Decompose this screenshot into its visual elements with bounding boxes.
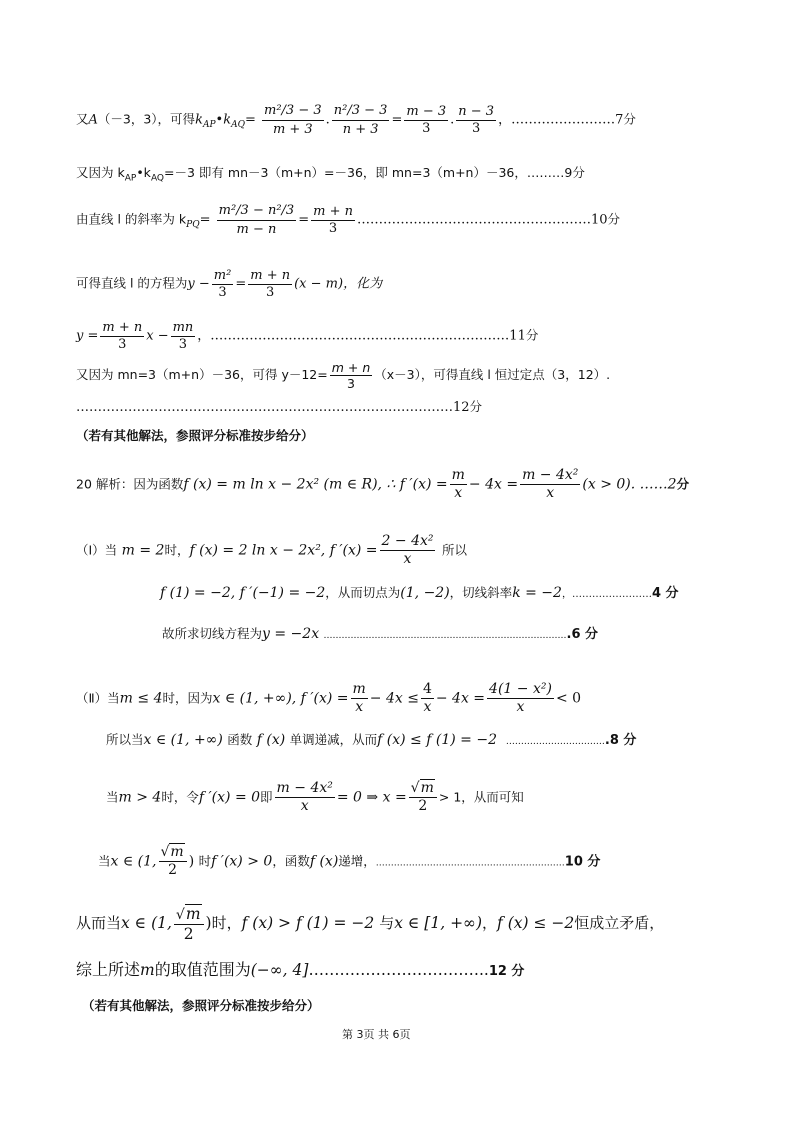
text: ……………………………………………………………………………12 [76, 400, 470, 415]
text: ) [188, 853, 195, 870]
text: m > 4 [118, 789, 162, 806]
text: 2 [183, 924, 194, 943]
text: 12 分 [488, 964, 525, 979]
text: 时， [211, 914, 242, 933]
line-5 [76, 320, 538, 352]
text: m − n [236, 221, 277, 237]
text: ，从而切点为 [325, 585, 401, 600]
text: ) [205, 914, 212, 933]
text: ， [482, 914, 498, 933]
text: 2 [168, 861, 178, 878]
text: m²/3 − n²/3 [217, 202, 297, 221]
text: ，…………………… [561, 589, 652, 600]
text: x ∈ (1, [110, 853, 157, 870]
text: f (x) = m ln x − 2x² (m ∈ R), ∴ f ′(x) = [183, 476, 448, 493]
text: ，……………………………………………………………11 [197, 328, 526, 344]
text: …………………………….. [308, 961, 489, 979]
line-part2c [106, 780, 524, 815]
fraction [262, 102, 324, 138]
text: 的取值范围为 [154, 960, 251, 979]
fraction [380, 533, 436, 568]
line-part2f [76, 962, 524, 979]
text: f (x) ≤ −2 [497, 914, 575, 933]
text: = 0 ⇒ x = [336, 789, 407, 806]
text: ……………………………………………………………………… [323, 631, 567, 641]
text: ，切线斜率 [449, 585, 513, 600]
text: m − 3 [406, 103, 447, 119]
text: x ∈ (1, [121, 914, 172, 933]
text: = [199, 212, 211, 228]
fraction [456, 104, 496, 136]
text: 3 [266, 284, 275, 300]
line-part1b [160, 586, 679, 600]
text: x ∈ [1, +∞) [394, 914, 483, 933]
text: x [546, 484, 555, 501]
text: …………………………… [505, 737, 605, 747]
text: k [223, 112, 232, 128]
text: f (x) [309, 853, 339, 870]
text: 递增， [338, 853, 376, 869]
text: f (x) > f (1) = −2 [241, 914, 375, 933]
text: 当 [98, 853, 111, 869]
fraction: $\frac{√m}{2}$ [174, 905, 204, 943]
text: AQ [150, 173, 165, 184]
line-7 [76, 401, 482, 414]
text: 时 [198, 853, 212, 869]
text: ……………………………………………………… [375, 858, 565, 869]
text: m [451, 467, 465, 483]
text: ，……………………7 [498, 112, 624, 128]
text: •k [136, 165, 151, 180]
text: AQ [231, 120, 245, 131]
fraction [332, 102, 390, 138]
line-part1 [76, 533, 467, 568]
text: > 1，从而可知 [438, 789, 524, 805]
fraction [487, 681, 554, 716]
text: y = −2x [262, 626, 320, 642]
line-4 [76, 268, 382, 300]
text: 即 [260, 789, 273, 805]
text: 分 [607, 211, 621, 227]
text: x [454, 484, 463, 501]
text: m ≤ 4 [119, 690, 163, 707]
text: 又 [76, 111, 89, 127]
text: m²/3 − 3 [262, 102, 324, 121]
text: k [195, 112, 203, 128]
text: 时，因为 [162, 690, 213, 706]
text: 函数 [227, 732, 253, 747]
fraction [421, 681, 434, 716]
text: f (1) = −2, f ′(−1) = −2 [160, 585, 326, 601]
text: 又因为 k [76, 165, 125, 180]
text: （－3，3），可得 [97, 111, 196, 127]
text: (x > 0). ……2 [582, 476, 677, 493]
fraction: $\frac{√m}{2}$ [159, 844, 187, 879]
text: 由直线 l 的斜率为 k [76, 211, 187, 227]
text: f (x) = 2 ln x − 2x², f ′(x) = [189, 542, 378, 559]
text: m² [213, 268, 232, 283]
fraction [351, 681, 368, 716]
text: n + 3 [342, 121, 379, 137]
fraction [450, 467, 467, 502]
text: y = [76, 328, 99, 344]
text: .6 分 [566, 627, 599, 642]
text: x ∈ (1, +∞), f ′(x) = [212, 690, 349, 707]
text: m [352, 681, 366, 697]
text: mn [172, 320, 194, 335]
text: ………………………………………………10 [356, 212, 608, 228]
text: 3 [347, 376, 355, 391]
line-part2b [106, 733, 636, 747]
fraction [217, 202, 297, 238]
text: m [140, 961, 155, 979]
text: • [215, 112, 224, 128]
text: =－3 即有 mn－3（m+n）=－36，即 mn=3（m+n）－36，………9 [164, 165, 573, 180]
fraction [330, 360, 373, 391]
text: = [235, 276, 247, 292]
text: 3 [422, 120, 431, 136]
text: AP [202, 120, 216, 131]
line-part2d [98, 844, 600, 879]
text: = [298, 212, 310, 228]
text: f (x) ≤ f (1) = −2 [377, 732, 497, 748]
text: m − 4x² [276, 780, 333, 796]
text: (−∞, 4] [250, 961, 309, 979]
line-2 [76, 165, 585, 184]
line-part1c [162, 627, 598, 641]
text: 2 [418, 797, 428, 814]
text: 所以 [441, 542, 467, 558]
text: m [185, 905, 201, 923]
note-1: （若有其他解法，参照评分标准按步给分） [76, 428, 314, 443]
fraction [311, 204, 355, 236]
fraction [520, 467, 580, 502]
text: 故所求切线方程为 [162, 626, 263, 641]
text: 与 [379, 914, 395, 933]
fraction [212, 268, 234, 300]
text: − 4x = [435, 690, 486, 707]
text: y − [187, 276, 210, 292]
text: （Ⅰ）当 [76, 542, 118, 558]
text: 所以当 [106, 732, 144, 747]
fraction [100, 320, 144, 352]
line-3 [76, 202, 620, 238]
text: m + n [331, 360, 371, 375]
text: f (x) [256, 732, 286, 748]
text: 3 [178, 336, 188, 352]
text: 可得直线 l 的方程为 [76, 275, 188, 291]
text: x [403, 550, 412, 567]
text: 4(1 − x²) [489, 681, 552, 697]
fraction [171, 320, 196, 352]
text: ，函数 [272, 853, 310, 869]
text: 分 [469, 399, 483, 414]
line-1: 又A（－3，3），可得$k_{AP}•k_{AQ}=$ $\frac{\text{m²/3 − 3}}{m + 3}$ . $\frac{\text{n²/3 − 3}}{n + 3}$ = $\frac{m - 3}{3}$ . $\frac{n - 3}{3}$ ，……………………7分 [76, 103, 636, 137]
text: 20 解析：因为函数 [76, 476, 184, 492]
text: m − 4x² [522, 467, 579, 483]
text: 分 [676, 476, 690, 492]
text: 4 [422, 681, 432, 697]
fraction: $\frac{√m}{2}$ [409, 780, 437, 815]
text: m + n [102, 320, 143, 335]
text: x [516, 698, 525, 715]
text: m [420, 780, 434, 796]
text: x − [146, 328, 169, 344]
text: .8 分 [604, 733, 637, 748]
text: 又因为 mn=3（m+n）－36，可得 y－12= [76, 367, 328, 382]
text: 3 [328, 220, 338, 236]
note-2: （若有其他解法，参照评分标准按步给分） [82, 998, 320, 1013]
text: m + 3 [272, 121, 313, 137]
text: n²/3 − 3 [332, 102, 390, 121]
text: n − 3 [458, 103, 495, 119]
text: x [423, 698, 432, 715]
text: m = 2 [121, 542, 165, 559]
text: 3 [218, 284, 227, 300]
text: m [170, 844, 184, 860]
text: 2 − 4x² [381, 533, 434, 549]
text: x ∈ (1, +∞) [143, 732, 223, 748]
text: m + n [250, 268, 291, 283]
text: PQ [186, 220, 200, 231]
line-6 [76, 360, 610, 391]
text: 单调递减，从而 [289, 732, 378, 747]
text: （x－3），可得直线 l 恒过定点（3，12）. [374, 367, 611, 382]
text: x [300, 797, 309, 814]
text: 分 [623, 111, 636, 127]
text: 分 [572, 165, 585, 180]
text: (x − m)，化为 [294, 276, 383, 292]
text: < 0 [555, 690, 582, 707]
text: 时， [164, 542, 190, 558]
text: 4 分 [651, 586, 679, 601]
fraction [404, 104, 448, 136]
text: k = −2 [512, 585, 562, 601]
fraction [248, 268, 292, 300]
text: AP [124, 173, 137, 184]
text: − 4x ≤ [369, 690, 419, 707]
text: = [244, 112, 256, 128]
text: f ′(x) = 0 [198, 789, 261, 806]
line-q20 [76, 467, 689, 502]
text: 3 [118, 336, 127, 352]
text: m + n [313, 203, 353, 219]
page-footer: 第 3页 共 6页 [342, 1028, 411, 1041]
text: A [88, 112, 98, 128]
text: 10 分 [564, 854, 601, 870]
line-part2e [76, 905, 664, 943]
fraction [275, 780, 335, 815]
text: 当 [106, 789, 119, 805]
text: x [355, 698, 364, 715]
text: 时，令 [161, 789, 199, 805]
text: (1, −2) [400, 585, 450, 601]
text: − 4x = [468, 476, 519, 493]
text: （Ⅱ）当 [76, 690, 120, 706]
text: f ′(x) > 0 [211, 853, 273, 870]
text: 综上所述 [76, 960, 141, 979]
text: 恒成立矛盾， [574, 914, 665, 933]
text: 分 [525, 327, 539, 343]
line-part2 [76, 681, 581, 716]
text: 从而当 [76, 914, 122, 933]
text: 3 [472, 120, 481, 136]
